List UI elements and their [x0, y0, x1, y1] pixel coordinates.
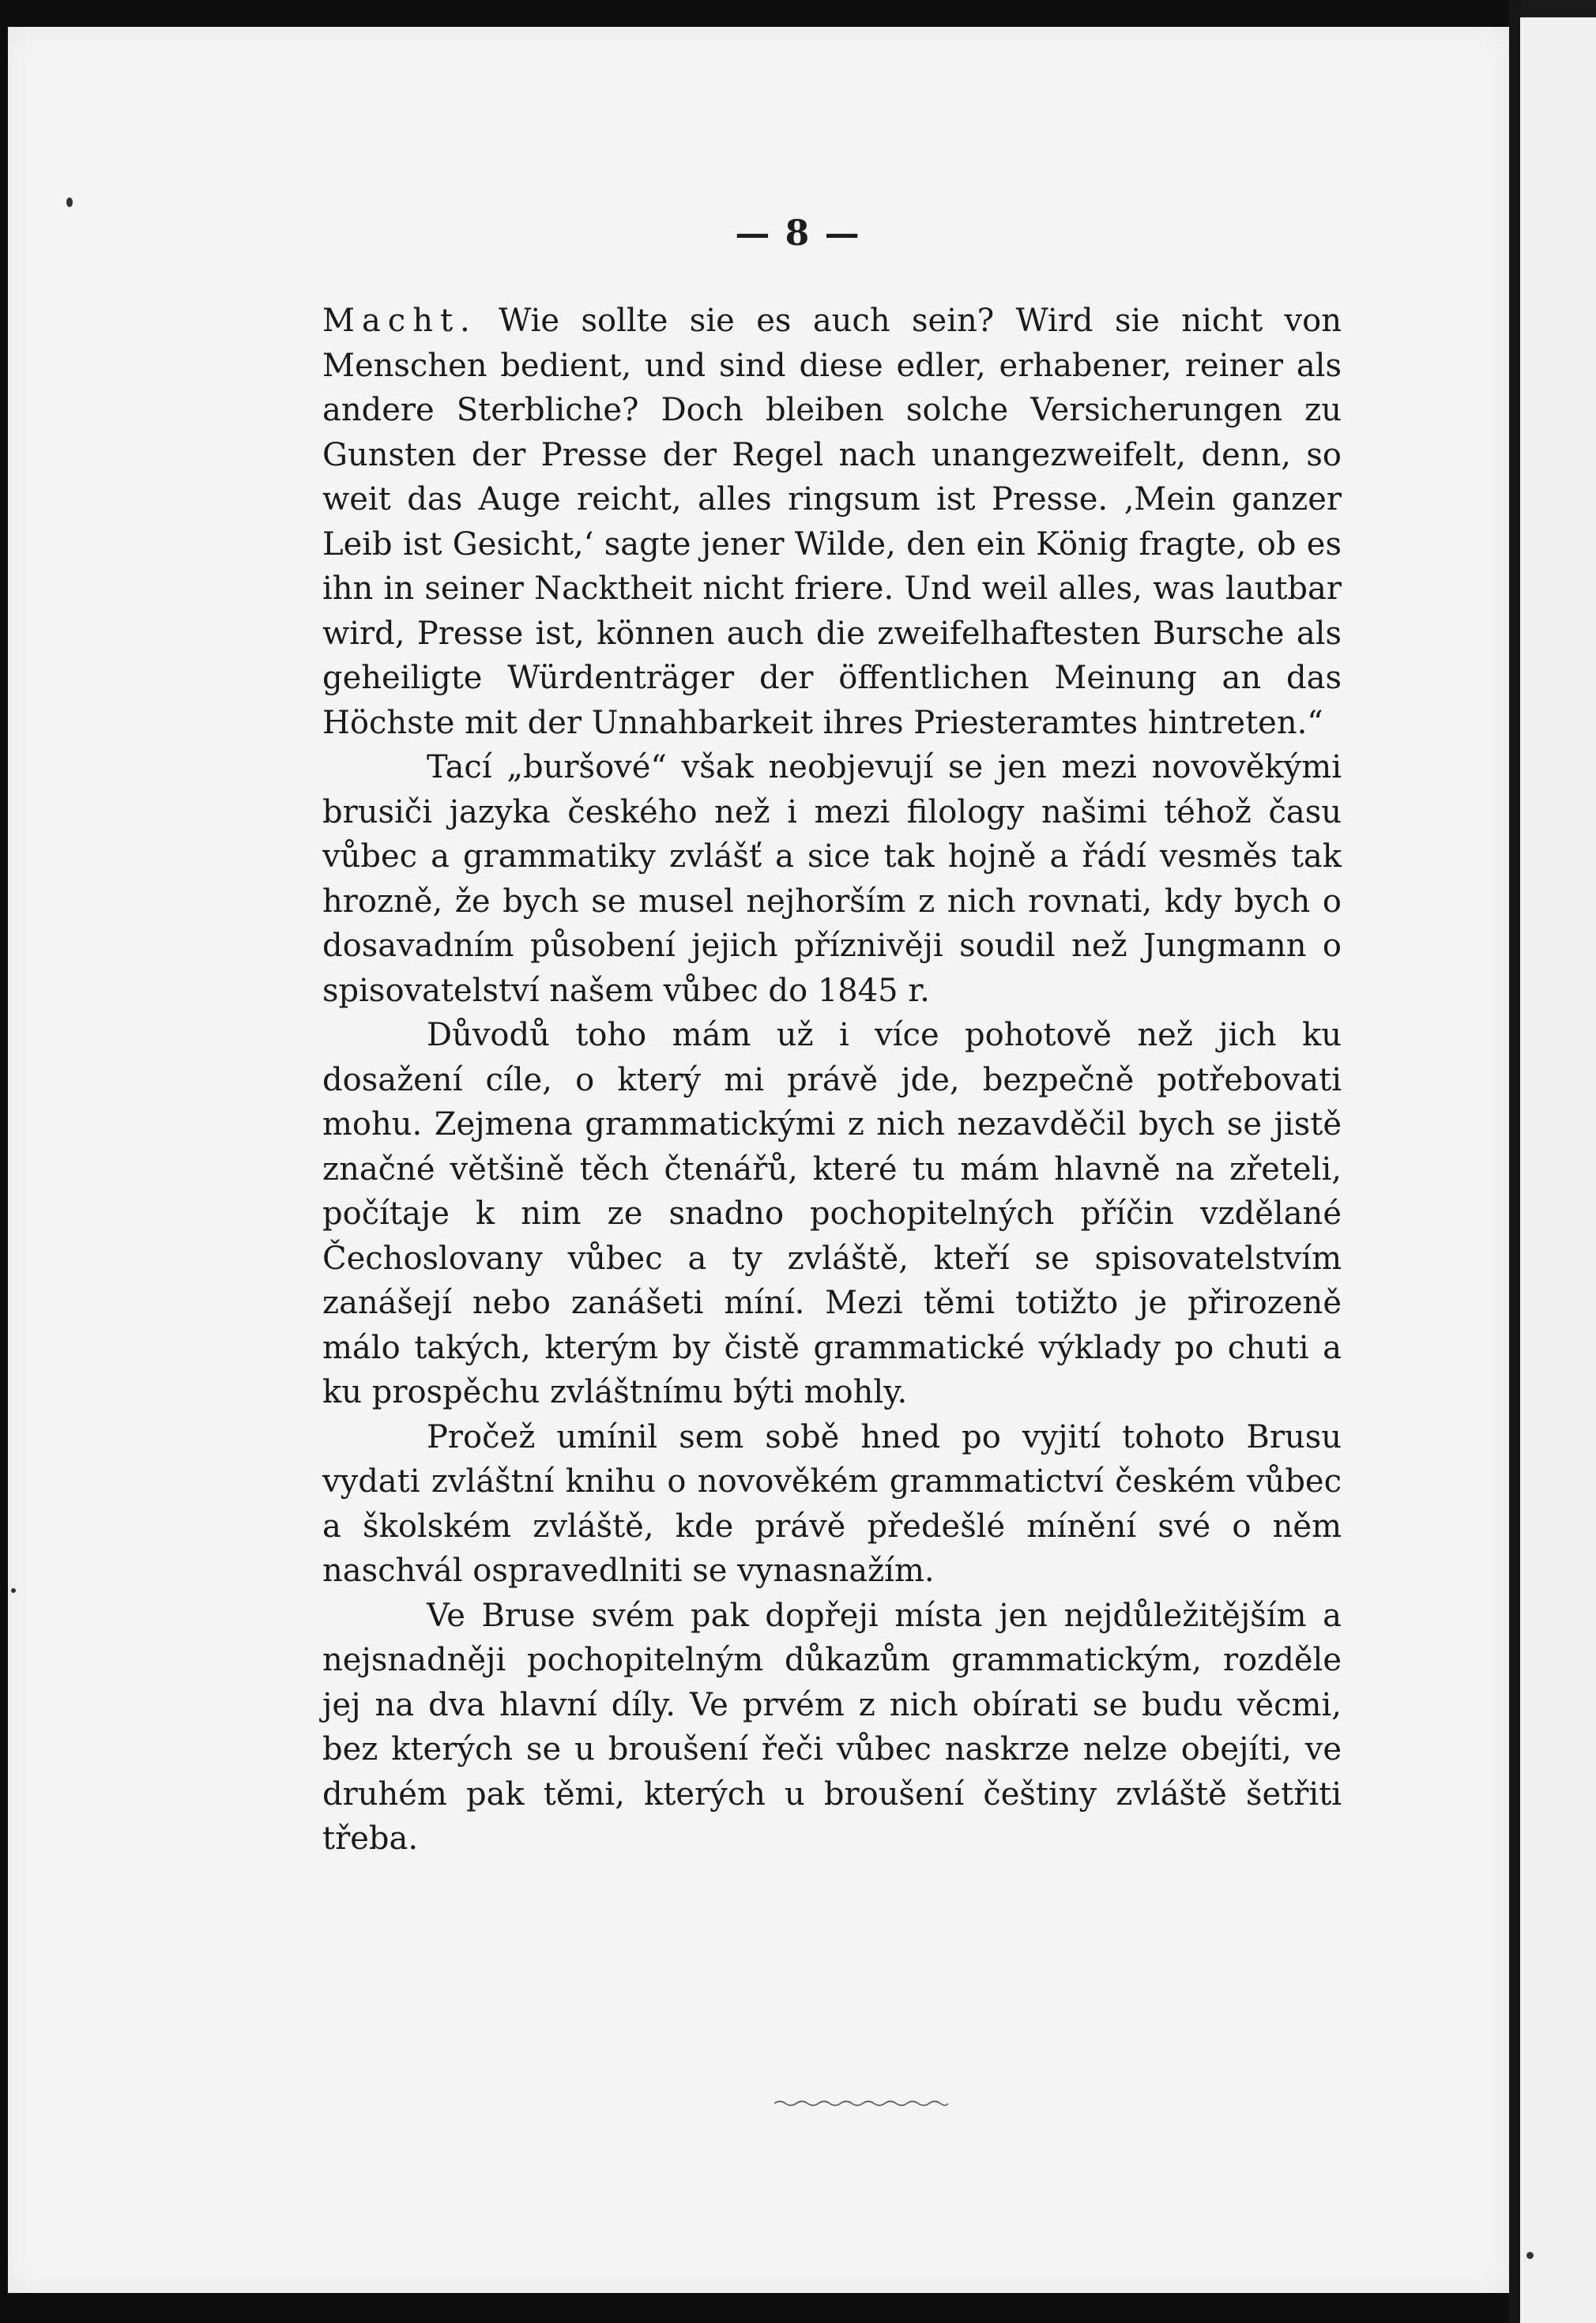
body-text: [322, 299, 1342, 1862]
binding-edge: [1509, 0, 1596, 2323]
paragraph-5: Ve Bruse svém pak dopřeji místa jen nejdůležitějším a nejsnadněji pochopitelným důkazům grammatickým, rozděle jej na dva hlavní díly. Ve prvém z nich obírati se budu věcmi, bez kterých se u broušení řeči vůbec naskrze nelze obejíti, ve druhém pak těmi, kterých u broušení češtiny zvláště šetřiti třeba.: [322, 1597, 1342, 1857]
page-number: — 8 —: [735, 213, 861, 254]
paragraph-4: Pročež umínil sem sobě hned po vyjití tohoto Brusu vydati zvláštní knihu o novověkém grammatictví českém vůbec a školském zvláště, kde právě předešlé mínění své o něm naschvál ospravedlniti se vynasnažím.: [322, 1418, 1342, 1589]
lead-word: Macht.: [322, 303, 477, 339]
speck: [11, 1588, 16, 1593]
speck: [66, 198, 73, 207]
speck: [1526, 2252, 1534, 2259]
paragraph-text: Wie sollte sie es auch sein? Wird sie nicht von Menschen bedient, und sind diese edler, erhabener, reiner als andere Sterbliche? Doch bleiben solche Versicherungen zu Gunsten der Presse der Regel nach unangezweifelt, denn, so weit das Auge reicht, alles ringsum ist Presse. ‚Mein ganzer Leib ist Gesicht,‘ sagte jener Wilde, den ein König fragte, ob es ihn in seiner Nacktheit nicht friere. Und weil alles, was lautbar wird, Presse ist, können auch die zweifelhaftesten Bursche als geheiligte Würdenträger der öffentlichen Meinung an das Höchste mit der Unnahbarkeit ihres Priesteramtes hintreten.“: [322, 303, 1342, 741]
end-ornament: [774, 2098, 948, 2109]
paragraph-1: [322, 299, 1342, 745]
paragraph-3: Důvodů toho mám už i více pohotově než jich ku dosažení cíle, o který mi právě jde, bezpečně potřebovati mohu. Zejmena grammatickými z nich nezavděčil bych se jistě značné většině těch čtenářů, které tu mám hlavně na zřeteli, počítaje k nim ze snadno pochopitelných příčin vzdělané Čechoslovany vůbec a ty zvláště, kteří se spisovatelstvím zanášejí nebo zanášeti míní. Mezi těmi totižto je přirozeně málo takých, kterým by čistě grammatické výklady po chuti a ku prospěchu zvláštnímu býti mohly.: [322, 1017, 1342, 1410]
paragraph-2: Tací „buršové“ však neobjevují se jen mezi novověkými brusiči jazyka českého než i mezi filology našimi téhož času vůbec a grammatiky zvlášť a sice tak hojně a řádí vesměs tak hrozně, že bych se musel nejhorším z nich rovnati, kdy bych o dosavadním působení jejich příznivěji soudil než Jungmann o spisovatelství našem vůbec do 1845 r.: [322, 749, 1342, 1009]
